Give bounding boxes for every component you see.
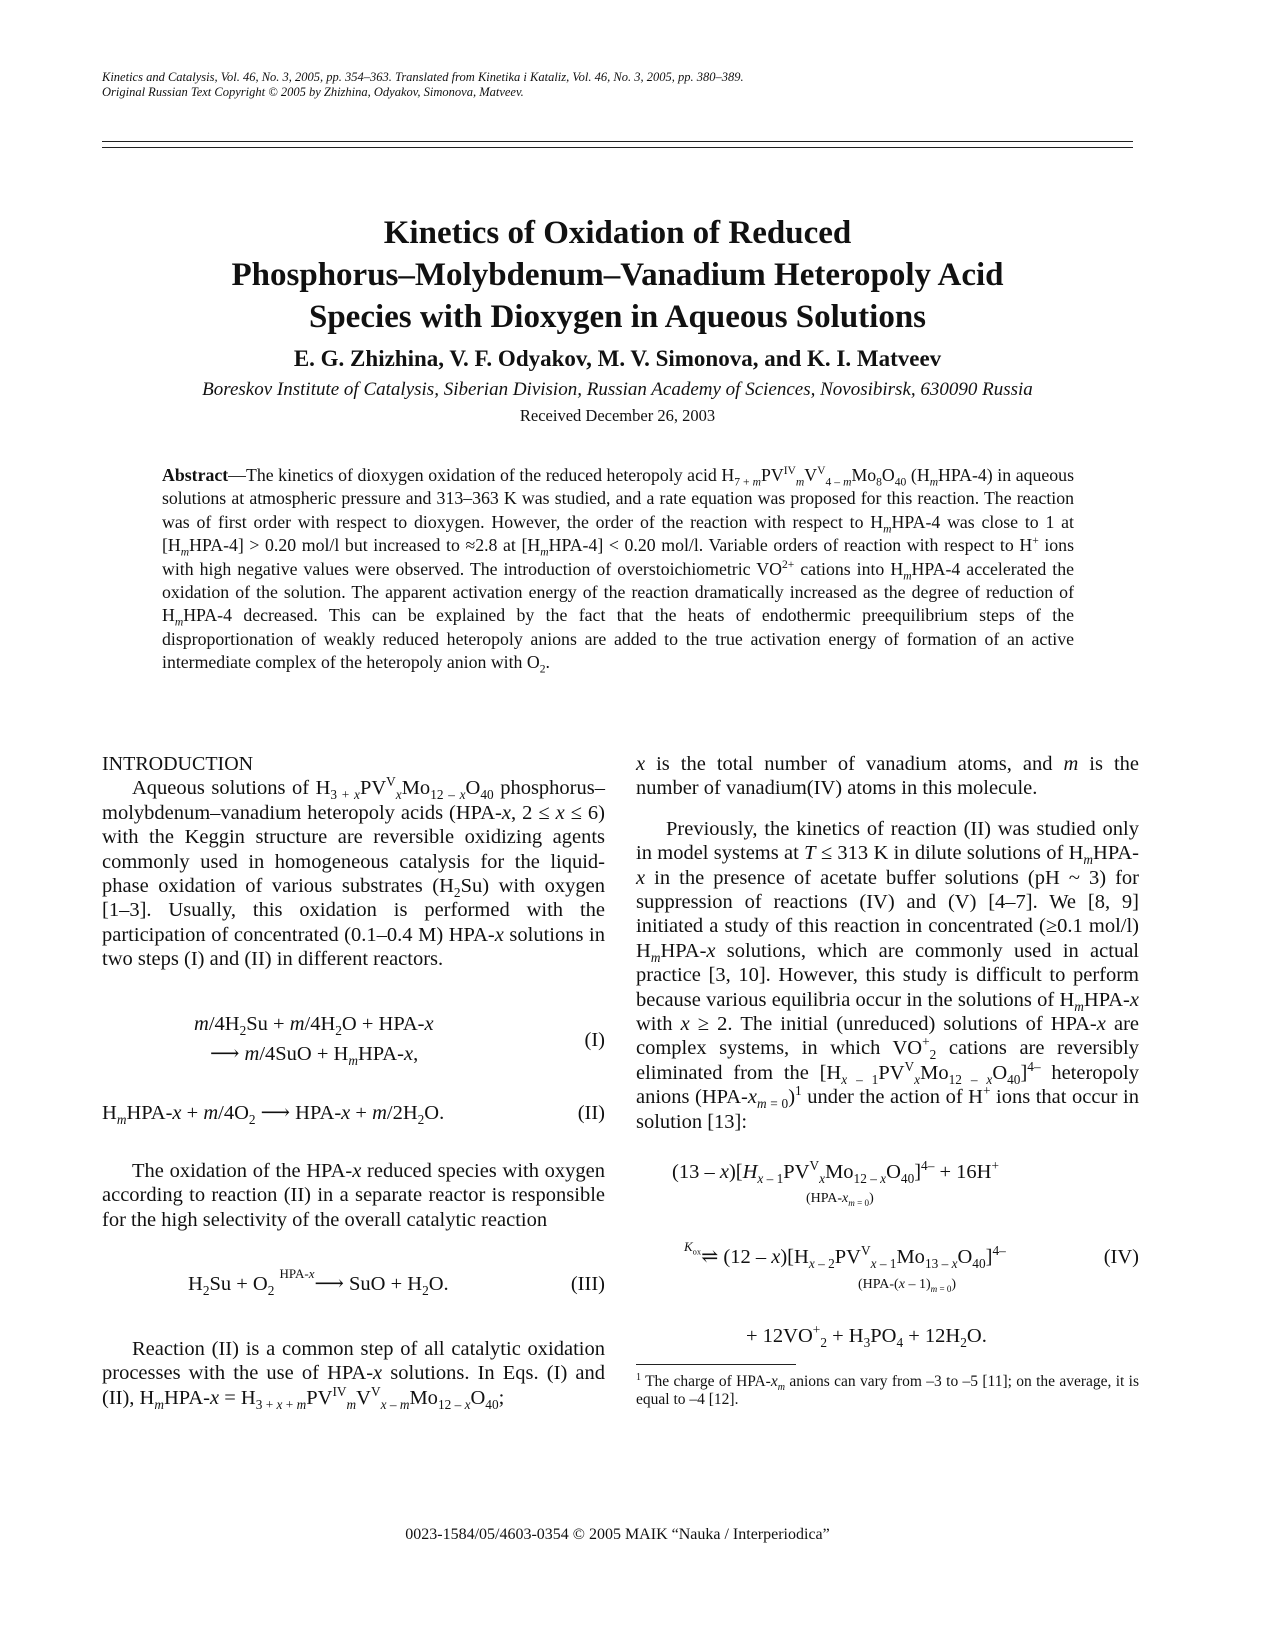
equation-I [102,1012,605,1068]
right-paragraph-2: Previously, the kinetics of reaction (II) was studied only in model systems at T ≤ 313 K in dilute solutions of $H_mHPA-x$ in the presence of acetate buffer solutions (pH ~ 3) for suppression of reactions (IV) and (V) [4–7]. We [8, 9] initiated a study of this reaction in concentrated (≥0.1 mol/l) $H_mHPA-x$ solutions, which are commonly used in actual practice [3, 10]. However, this study is difficult to perform because various equilibria occur in the solutions of $H_mHPA-x$ with x ≥ 2. The initial (unreduced) solutions of HPA-x are complex systems, in which $VO^+_2$ cations are reversibly eliminated from the $[H_{x - 1}PV^V_xMo_{12 - x}O_{40}]^{4-}$ heteropoly anions $(HPA-x_{m = 0})^1$ under the action of H+ ions that occur in solution [13]: [636,817,1140,1133]
page-footer: 0023-1584/05/4603-0354 © 2005 MAIK “Nauka / Interperiodica” [405,1526,830,1543]
header-line-1: Kinetics and Catalysis, Vol. 46, No. 3, 2005, pp. 354–363. Translated from Kinetika i Kataliz, Vol. 46, No. 3, 2005, pp. 380–389. [102,70,744,84]
running-header [102,70,1142,100]
title-line-3: Species with Dioxygen in Aqueous Solutions [308,299,927,335]
equation-II-body: $H_mHPA-x + m/4O_2$ ⟶ $HPA-x + m/2H_2O$. [102,1101,445,1127]
equation-II [102,1101,605,1125]
equation-IV-note-1: $(HPA-x_{m = 0})$ [806,1190,874,1208]
equation-III-body: $H_2Su + O_2$ $^{HPA-x}$⟶ SuO + $H_2O$. [188,1266,449,1299]
footnote-rule [636,1364,796,1365]
left-column [102,752,605,1410]
right-paragraph-1: x is the total number of vanadium atoms, and m is the number of vanadium(IV) atoms in this molecule. [636,753,1139,800]
right-column [636,752,1139,1409]
equation-IV [636,1160,1139,1348]
affiliation: Boreskov Institute of Catalysis, Siberian Division, Russian Academy of Sciences, Novosibirsk, 630090 Russia [202,379,1033,400]
abstract [162,464,1074,675]
section-heading-introduction: INTRODUCTION [102,753,254,775]
equation-III-tag: (III) [570,1273,605,1296]
intro-paragraph-1: Aqueous solutions of $H_{3 + x}PV^V_xMo_{12 - x}O_{40}$ phosphorus–molybdenum–vanadium heteropoly acids (HPA-x, 2 ≤ x ≤ 6) with the Keggin structure are reversible oxidizing agents commonly used in homogeneous catalysis for the liquid-phase oxidation of various substrates $(H_2Su)$ with oxygen [1–3]. Usually, this oxidation is performed with the participation of concentrated (0.1–0.4 M) HPA-x solutions in two steps (I) and (II) in different reactors. [102,774,606,971]
header-line-2: Original Russian Text Copyright © 2005 by Zhizhina, Odyakov, Simonova, Matveev. [102,85,524,99]
title-line-1: Kinetics of Oxidation of Reduced [383,215,852,251]
abstract-text: —The kinetics of dioxygen oxidation of the reduced heteropoly acid $H_{7 + m}PV^{IV}_mV^V_{4 - m}Mo_8O_{40}$ $(H_mHPA-4)$ in aqueous solutions at atmospheric pressure and 313–363 K was studied, and a rate equation was proposed for this reaction. The reaction was of first order with respect to dioxygen. However, the order of the reaction with respect to $H_mHPA-4$ was close to 1 at $[H_mHPA-4] > 0.20$ mol/l but increased to ≈2.8 at $[H_mHPA-4] < 0.20$ mol/l. Variable orders of reaction with respect to H+ ions with high negative values were observed. The introduction of overstoichiometric $VO^{2+}$ cations into $H_mHPA-4$ accelerated the oxidation of the solution. The apparent activation energy of the reaction dramatically increased as the degree of reduction of $H_mHPA-4$ decreased. This can be explained by the fact that the heats of endothermic preequilibrium steps of the disproportionation of weakly reduced heteropoly anions are added to the true activation energy of formation of an active intermediate complex of the heteropoly anion with $O_2$. [162,464,1074,676]
header-rule-top [102,141,1133,142]
equation-IV-tag: (IV) [1103,1245,1139,1268]
equation-IV-note-2: $(HPA-(x - 1)_{m = 0})$ [858,1277,957,1295]
equation-I-line-2: ⟶ $m/4SuO + H_mHPA-x$, [210,1043,419,1069]
equation-II-tag: (II) [577,1101,605,1124]
equation-IV-line-2: $^{K_{ox}}$⇌ $(12 - x)[H_{x - 2}PV^V_{x - 1}Mo_{13 - x}O_{40}]^{4-}$ [684,1238,1006,1271]
equation-III [102,1266,605,1299]
intro-paragraph-2: The oxidation of the HPA-x reduced species with oxygen according to reaction (II) in a separate reactor is responsible for the high selectivity of the overall catalytic reaction [102,1160,605,1231]
title-line-2: Phosphorus–Molybdenum–Vanadium Heteropoly Acid [231,257,1004,293]
header-rule-bottom [102,147,1133,148]
article-title [102,212,1133,338]
intro-paragraph-3: Reaction (II) is a common step of all catalytic oxidation processes with the use of HPA-x solutions. In Eqs. (I) and (II), $H_mHPA-x = H_{3 + x + m}PV^{IV}_mV^V_{x - m}Mo_{12 - x}O_{40}$; [102,1337,605,1412]
equation-I-tag: (I) [584,1028,605,1051]
footnote-1: $^1$ The charge of HPA-$x_m$ anions can vary from –3 to –5 [11]; on the average, it is equal to –4 [12]. [636,1371,1139,1409]
received-date: Received December 26, 2003 [519,406,716,425]
equation-I-line-1: $m/4H_2Su + m/4H_2O + HPA-x$ [194,1012,434,1038]
author-list: E. G. Zhizhina, V. F. Odyakov, M. V. Simonova, and K. I. Matveev [293,346,942,371]
equation-IV-line-3: + $12VO^+_2 + H_3PO_4 + 12H_2O$. [746,1321,987,1350]
abstract-label: Abstract [162,465,229,485]
equation-IV-line-1: $(13 - x)[H_{x - 1}PV^V_xMo_{12 - x}O_{40}]^{4-} + 16H^+$ [672,1158,999,1187]
